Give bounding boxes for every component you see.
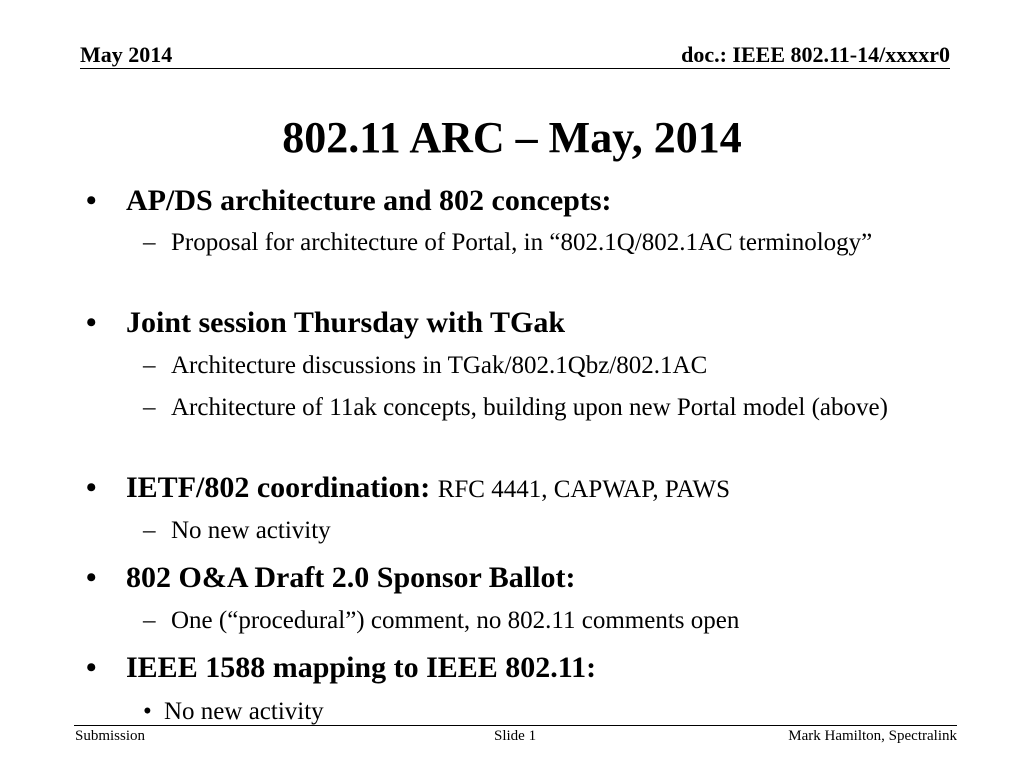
dash-icon: – [143, 352, 156, 379]
footer-slide-number: Slide 1 [494, 728, 537, 744]
header-date: May 2014 [80, 42, 173, 67]
bullet-icon: • [86, 471, 97, 504]
bullet-icon: • [86, 306, 97, 339]
sub-bullet-text: Proposal for architecture of Portal, in “802.1Q/802.1AC terminology” [171, 229, 873, 256]
dash-icon: – [143, 394, 156, 421]
dash-icon: – [143, 517, 156, 544]
bullet-label: IEEE 1588 mapping to IEEE 802.11: [126, 651, 597, 684]
sub-bullet-text: No new activity [164, 698, 324, 725]
sub-bullet-portal-proposal [143, 227, 913, 258]
bullet-icon: • [86, 651, 97, 684]
bullet-icon: • [86, 561, 97, 594]
bullet-label-extra: RFC 4441, CAPWAP, PAWS [437, 476, 731, 503]
sub-bullet-architecture-discussions [143, 350, 913, 381]
sub-bullet-11ak-concepts [143, 392, 913, 423]
dash-icon: – [143, 229, 156, 256]
sub-bullet-ietf-no-activity [143, 515, 913, 546]
bullet-label: AP/DS architecture and 802 concepts: [126, 184, 612, 217]
sub-bullet-text: Architecture discussions in TGak/802.1Qbz/802.1AC [171, 352, 708, 379]
sub-bullet-text: No new activity [171, 517, 331, 544]
dash-icon: – [143, 607, 156, 634]
bullet-label: 802 O&A Draft 2.0 Sponsor Ballot: [126, 561, 576, 594]
bullet-icon: • [86, 184, 97, 217]
footer-submission: Submission [75, 728, 146, 744]
bullet-label: IETF/802 coordination: [126, 471, 431, 504]
header-doc-id: doc.: IEEE 802.11-14/xxxxr0 [681, 42, 950, 67]
sub-bullet-text: One (“procedural”) comment, no 802.11 comments open [171, 607, 740, 634]
sub-bullet-text: Architecture of 11ak concepts, building upon new Portal model (above) [171, 394, 888, 421]
bullet-label: Joint session Thursday with TGak [126, 306, 566, 339]
bullet-icon: • [143, 698, 152, 725]
sub-bullet-1588-no-activity [143, 696, 913, 727]
footer-author: Mark Hamilton, Spectralink [788, 728, 957, 744]
slide-title: 802.11 ARC – May, 2014 [282, 113, 742, 162]
footer-rule [74, 725, 957, 726]
sub-bullet-procedural-comment [143, 605, 913, 636]
